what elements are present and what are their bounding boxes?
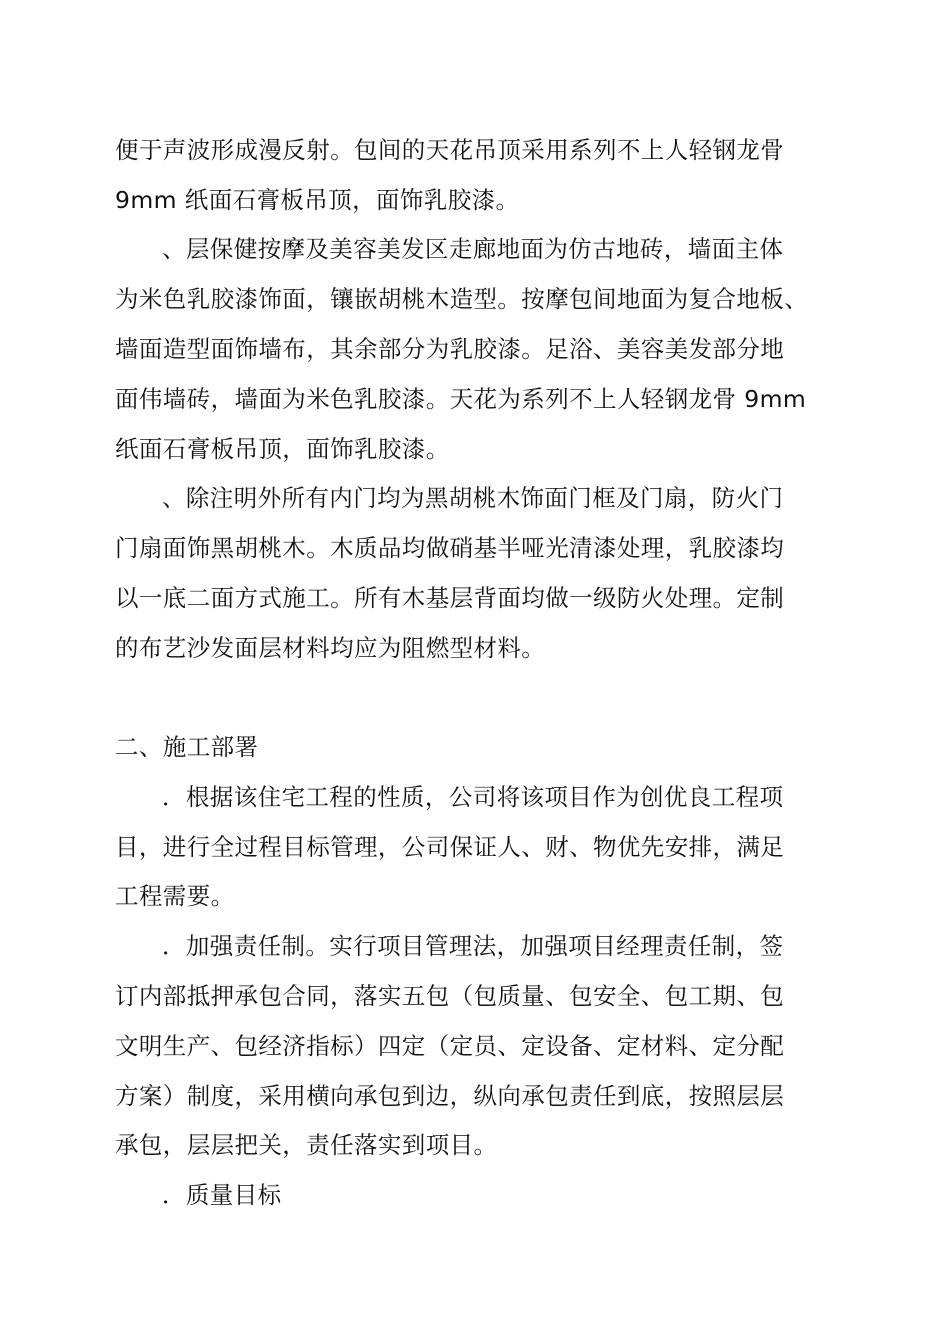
- text-line: ．加强责任制。实行项目管理法，加强项目经理责任制，签: [162, 932, 784, 960]
- section-heading: 二、施工部署: [115, 733, 259, 761]
- text-line: 面伟墙砖，墙面为米色乳胶漆。天花为系列不上人轻钢龙骨 9mm: [115, 385, 807, 413]
- text-line: 为米色乳胶漆饰面，镶嵌胡桃木造型。按摩包间地面为复合地板、: [115, 285, 809, 313]
- text-line: ．质量目标: [162, 1181, 282, 1209]
- text-line: 的布艺沙发面层材料均应为阻燃型材料。: [115, 634, 546, 662]
- text-line: 方案）制度，采用横向承包到边，纵向承包责任到底，按照层层: [115, 1082, 785, 1110]
- text-line: 、除注明外所有内门均为黑胡桃木饰面门框及门扇，防火门: [162, 484, 784, 512]
- text-line: 、层保健按摩及美容美发区走廊地面为仿古地砖，墙面主体: [162, 235, 784, 263]
- text-line: 以一底二面方式施工。所有木基层背面均做一级防火处理。定制: [115, 584, 785, 612]
- text-line: 门扇面饰黑胡桃木。木质品均做硝基半哑光清漆处理，乳胶漆均: [115, 534, 785, 562]
- text-line: 便于声波形成漫反射。包间的天花吊顶采用系列不上人轻钢龙骨: [115, 136, 785, 164]
- text-line: 文明生产、包经济指标）四定（定员、定设备、定材料、定分配: [115, 1032, 785, 1060]
- text-line: ．根据该住宅工程的性质，公司将该项目作为创优良工程项: [162, 783, 784, 811]
- text-line: 承包，层层把关，责任落实到项目。: [115, 1131, 498, 1159]
- text-line: 订内部抵押承包合同，落实五包（包质量、包安全、包工期、包: [115, 982, 785, 1010]
- text-line: 纸面石膏板吊顶，面饰乳胶漆。: [115, 435, 450, 463]
- text-line: 9mm 纸面石膏板吊顶，面饰乳胶漆。: [115, 186, 520, 214]
- text-line: 目，进行全过程目标管理，公司保证人、财、物优先安排，满足: [115, 833, 785, 861]
- text-line: 工程需要。: [115, 882, 235, 910]
- text-line: 墙面造型面饰墙布，其余部分为乳胶漆。足浴、美容美发部分地: [115, 335, 785, 363]
